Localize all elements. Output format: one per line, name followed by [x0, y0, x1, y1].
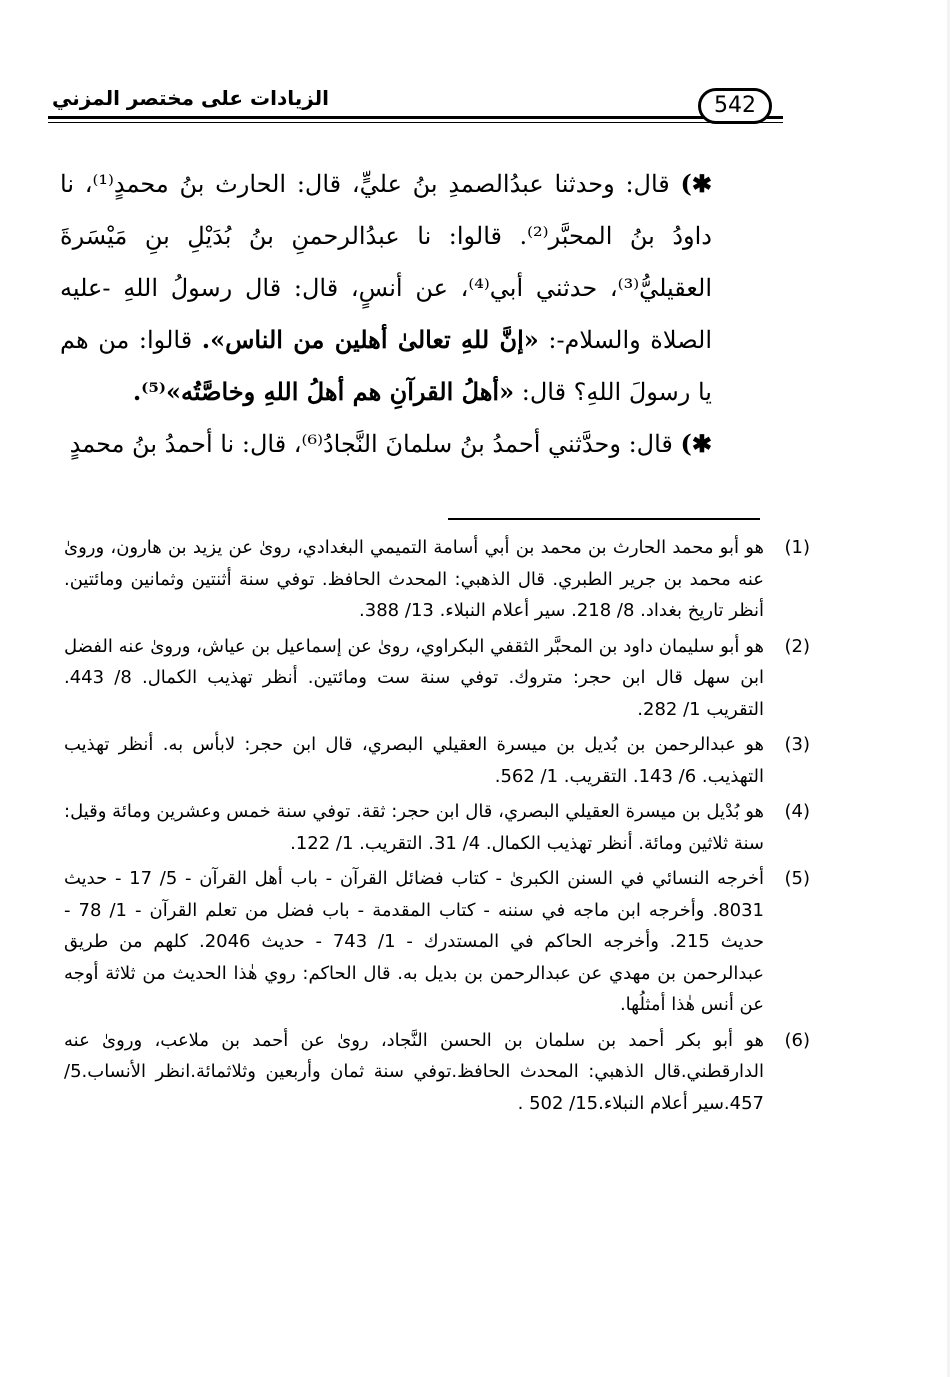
- star-marker: ✱): [680, 429, 712, 458]
- footnote-number: (1): [784, 537, 810, 558]
- paragraph-text: قال: وحدثنا عبدُالصمدِ بنُ عليٍّ، قال: الحارث بنُ محمدٍ⁽¹⁾، نا داودُ بنُ المحبَّر⁽²⁾. قالوا: نا عبدُالرحمنِ بنُ بُدَيْلِ بنِ مَيْسَرةَ العقيليُّ⁽³⁾، حدثني أبي⁽⁴⁾، عن أنسٍ، قال: قال رسولُ اللهِ -عليه الصلاة والسلام-:: [60, 170, 712, 354]
- star-marker: ✱): [680, 169, 712, 198]
- paragraph-text: قالوا: من هم يا رسولَ اللهِ؟ قال:: [60, 326, 712, 406]
- footnote-text: هو بُدْيل بن ميسرة العقيلي البصري، قال ابن حجر: ثقة. توفي سنة خمس وعشرين ومائة وقيل: سنة ثلاثين ومائة. أنظر تهذيب الكمال. 4/ 31. التقريب. 1/ 122.: [64, 801, 764, 854]
- footnote-text: هو أبو سليمان داود بن المحبَّر الثقفي البكراوي، روىٰ عن إسماعيل بن عياش، وروىٰ عنه الفضل ابن سهل قال ابن حجر: متروك. توفي سنة ست ومائتين. أنظر تهذيب الكمال. 8/ 443. التقريب 1/ 282.: [64, 635, 764, 720]
- footnote-number: (4): [784, 801, 810, 822]
- footnote: [64, 631, 810, 726]
- page-header: [48, 82, 783, 132]
- footnote: [64, 729, 810, 792]
- footnote-number: (5): [784, 868, 810, 889]
- header-rule-thin: [48, 122, 783, 123]
- running-title: الزيادات على مختصر المزني: [48, 86, 333, 110]
- footnote-text: أخرجه النسائي في السنن الكبرىٰ - كتاب فضائل القرآن - باب أهل القرآن - 5/ 17 - حديث 8031. وأخرجه ابن ماجه في سننه - كتاب المقدمة - باب فضل من تعلم القرآن - 1/ 78 - حديث 215. وأخرجه الحاكم في المستدرك - 1/ 743 - حديث 2046. كلهم من طريق عبدالرحمن بن مهدي عن عبدالرحمن بن بديل به. قال الحاكم: روي هٰذا الحديث من ثلاثة أوجه عن أنس هٰذا أمثلُها.: [64, 868, 764, 1015]
- footnote-number: (3): [784, 734, 810, 755]
- footnote: [64, 796, 810, 859]
- footnote-number: (6): [784, 1029, 810, 1051]
- hadith-quote: «أهلُ القرآنِ هم أهلُ اللهِ وخاصَّتُه»⁽⁵⁾.: [132, 377, 515, 406]
- footnote: [64, 863, 810, 1021]
- paragraph-text: قال: وحدَّثني أحمدُ بنُ سلمانَ النَّجادُ⁽⁶⁾، قال: نا أحمدُ بنُ محمدٍ: [69, 430, 673, 458]
- footnote: [64, 532, 810, 627]
- page-number: 542: [698, 88, 772, 124]
- paragraph-2: [60, 418, 712, 470]
- footnote-text: هو أبو محمد الحارث بن محمد بن أبي أسامة التميمي البغدادي، روىٰ عن يزيد بن هارون، وروىٰ عنه محمد بن جرير الطبري. قال الذهبي: المحدث الحافظ. توفي سنة أثنتين وثمانين ومائتين. أنظر تاريخ بغداد. 8/ 218. سير أعلام النبلاء. 13/ 388.: [64, 537, 764, 621]
- hadith-quote: «إنَّ للهِ تعالىٰ أهلين من الناس».: [201, 325, 539, 354]
- footnote: [64, 1025, 810, 1120]
- footnote-text: هو عبدالرحمن بن بُديل بن ميسرة العقيلي البصري، قال ابن حجر: لابأس به. أنظر تهذيب التهذيب. 6/ 143. التقريب. 1/ 562.: [64, 734, 764, 787]
- footnote-number: (2): [784, 635, 810, 657]
- main-text: [60, 158, 712, 470]
- footnote-separator: [448, 518, 760, 520]
- header-rule-thick: [48, 116, 783, 119]
- footnotes: [64, 532, 810, 1123]
- footnote-text: هو أبو بكر أحمد بن سلمان بن الحسن النَّجاد، روىٰ عن أحمد بن ملاعب، وروىٰ عنه الدارقطني.قال الذهبي: المحدث الحافظ.توفي سنة ثمان وأربعين وثلاثمائة.انظر الأنساب.5/ 457.سير أعلام النبلاء.15/ 502 .: [64, 1029, 764, 1114]
- paragraph-1: [60, 158, 712, 418]
